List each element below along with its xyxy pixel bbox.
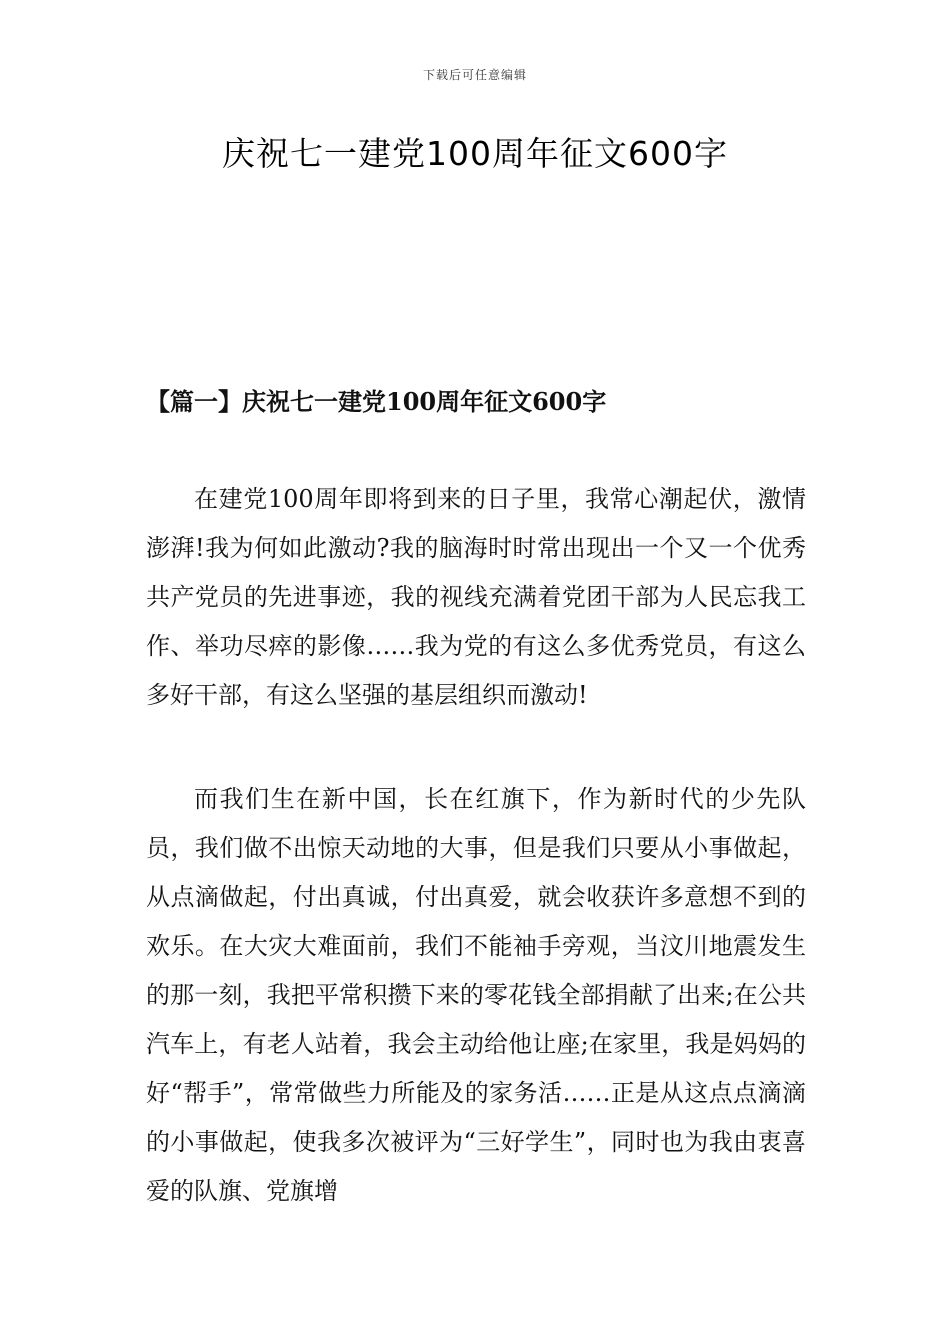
paragraph-2: 而我们生在新中国，长在红旗下，作为新时代的少先队员，我们做不出惊天动地的大事，但是我们只要从小事做起，从点滴做起，付出真诚，付出真爱，就会收获许多意想不到的欢乐。在大灾大难面前，我们不能袖手旁观，当汶川地震发生的那一刻，我把平常积攒下来的零花钱全部捐献了出来;在公共汽车上，有老人站着，我会主动给他让座;在家里，我是妈妈的好“帮手”，常常做些力所能及的家务活……正是从这点点滴滴的小事做起，使我多次被评为“三好学生”，同时也为我由衷喜爱的队旗、党旗增 xyxy=(146,785,806,1205)
header-note: 下载后可任意编辑 xyxy=(422,68,527,82)
document-title: 庆祝七一建党100周年征文600字 xyxy=(222,134,728,173)
section-heading: 【篇一】庆祝七一建党100周年征文600字 xyxy=(146,387,607,416)
paragraph-1: 在建党100周年即将到来的日子里，我常心潮起伏，激情澎湃!我为何如此激动?我的脑海时时常出现出一个又一个优秀共产党员的先进事迹，我的视线充满着党团干部为人民忘我工作、举功尽瘁的影像……我为党的有这么多优秀党员，有这么多好干部，有这么坚强的基层组织而激动! xyxy=(146,485,806,709)
